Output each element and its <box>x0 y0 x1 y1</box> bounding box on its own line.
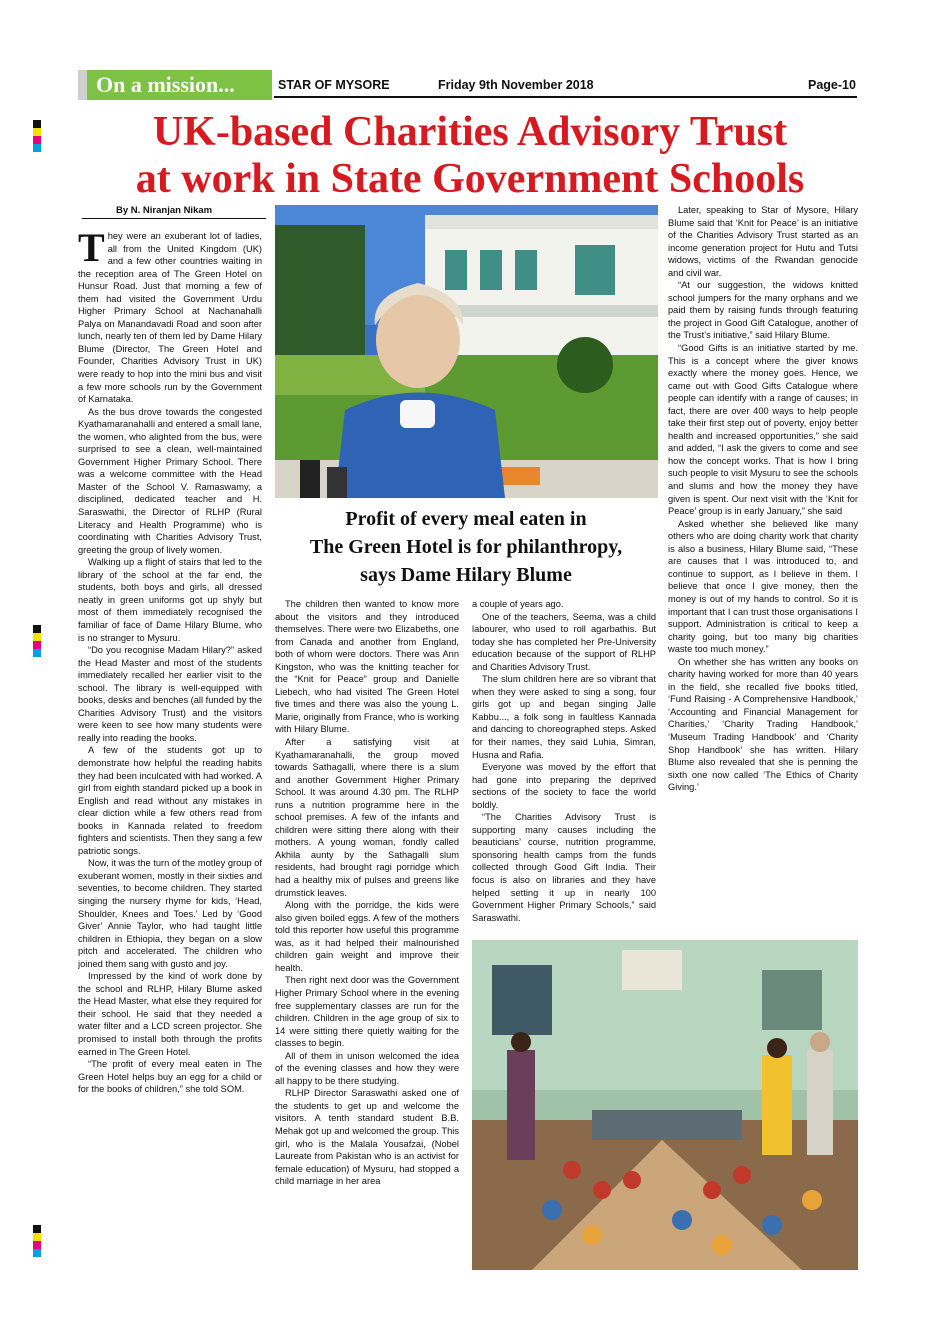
masthead-rule <box>274 96 857 98</box>
paragraph-rest: hey were an exuberant lot of ladies, all from the United Kingdom (UK) and a few other countries waiting in the reception area of The Green Hotel on Hunsur Road. Just that morning a few of them had visited the Government Urdu Higher Primary School at Nachanahalli Palya on Manandavadi Road and soon after lunch, nearly ten of them led by Dame Hilary Blume (Director, The Green Hotel and Founder, Charities Advisory Trust in UK) were ready to hop into the mini bus and visit a few more schools run by the Government of Karnataka. <box>78 231 262 405</box>
paragraph: Impressed by the kind of work done by the school and RLHP, Hilary Blume asked the Head Master, what else they required for their school. He said that they needed a water filter and a LCD screen projector. She promised to install both through the profits earned in The Green Hotel. <box>78 971 262 1057</box>
page-number: Page-10 <box>808 78 856 92</box>
article-column-3 <box>472 598 656 934</box>
caption-line-1: Profit of every meal eaten in <box>345 508 587 530</box>
issue-date: Friday 9th November 2018 <box>438 78 594 92</box>
photo-illustration <box>472 940 858 1270</box>
byline-rule <box>82 218 266 219</box>
paragraph: Later, speaking to Star of Mysore, Hilary Blume said that ‘Knit for Peace’ is an initiative of the Charities Advisory Trust started as an income generation project for Hutu and Tutsi widows, victims of the Rwandan genocide and civil war. <box>668 205 858 278</box>
paragraph: A few of the students got up to demonstrate how helpful the reading habits they had been inculcated with had worked. A girl from eighth standard picked up a book in English and read without any mistakes in clear diction while a few others read from books in Kannada related to freedom fighters and scientists. Then they sang a few patriotic songs. <box>78 745 262 856</box>
photo-illustration <box>275 205 658 498</box>
photo-dame-hilary-blume <box>275 205 658 498</box>
paragraph: Asked whether she believed like many others who are doing charity work that charity is also a business, Hilary Blume said, “These are causes that I was introduced to, and continue to support, as I believe in them. I believe that once I give money, then the money is out of my hands to control. So it is important that I can trust those organisations I support. Administration is critical to keep a charity going, but too many big charities waste too much money.” <box>668 518 858 655</box>
paragraph: On whether she has written any books on charity having worked for more than 40 years in the field, she recalled five books titled, ‘Fund Raising - A Comprehensive Handbook,’ ‘Accounting and Financial Management for Charities,’ ‘Charity Trading Handbook,’ ‘Museum Trading Handbook’ and ‘Charity Shop Handbook’ she has written. Hilary Blume also revealed that she is penning the sixth one now called ‘The Ethics of Charity Giving.’ <box>668 656 858 793</box>
paragraph: Along with the porridge, the kids were also given boiled eggs. A few of the mothers told this reporter how useful this programme was, as it had helped their malnourished children gain weight and improve their health. <box>275 900 459 973</box>
paragraph: As the bus drove towards the congested Kyathamaranahalli and entered a small lane, the women, who alighted from the bus, were surprised to see a clean, well-maintained Government Higher Primary School. There was a welcome committee with the Head Master of the School V. Ramaswamy, a disciplined, dedicated teacher and H. Saraswathi, the Director of RLHP (Rural Literacy and Health Programme) who is coordinating with Charities Advisory Trust, greeting the group of lively women. <box>78 406 262 555</box>
photo-caption <box>272 505 660 589</box>
drop-cap: T <box>78 230 105 270</box>
paragraph: Everyone was moved by the effort that had gone into preparing the deprived sections of the society to face the world boldly. <box>472 762 656 810</box>
article-column-4 <box>668 204 858 934</box>
section-label: On a mission... <box>96 72 235 97</box>
paragraph: “Do you recognise Madam Hilary?” asked the Head Master and most of the students immediately recalled her earlier visit to the school. The library is well-equipped with books, desks and benches (all funded by the Charities Advisory Trust) and the visitors were keen to see how many students were really into reading the books. <box>78 645 262 743</box>
paragraph: All of them in unison welcomed the idea of the evening classes and how they were all happy to be there studying. <box>275 1050 459 1086</box>
article-column-2 <box>275 598 459 1270</box>
paragraph: After a satisfying visit at Kyathamaranahalli, the group moved towards Sathagalli, where there is a slum and another Government Higher Primary School. It was around 4.30 pm. The RLHP runs a nutrition programme here in the school premises. A few of the infants and children were sitting there along with their mothers. A young woman, fondly called Akhila aunty by the Sathagalli slum residents, had brought ragi porridge which had a healthy mix of pulses and greens like drumstick leaves. <box>275 737 459 898</box>
paragraph <box>78 230 262 406</box>
headline-line-1: UK-based Charities Advisory Trust <box>152 109 788 155</box>
paragraph: “The profit of every meal eaten in The Green Hotel helps buy an egg for a child or for the books of children,” she told SOM. <box>78 1059 262 1095</box>
paragraph: “At our suggestion, the widows knitted school jumpers for the many orphans and we paid them by raising funds through featuring the project in Good Gift Catalogue, another of the Trust’s initiative,” said Hilary Blume. <box>668 280 858 341</box>
registration-marks-top <box>33 120 41 152</box>
paragraph: The children then wanted to know more about the visitors and they introduced themselves. There were two Elizabeths, one from Canada and another from England, both of whom were doctors. There was Ann Kingston, who was the knitting teacher for the “Knit for Peace” group and Danielle Liebech, who had visited The Green Hotel five times and there was also the young L. Marie, originally from France, who is working with Hilary Blume. <box>275 599 459 735</box>
registration-marks-bottom <box>33 1225 41 1257</box>
registration-marks-middle <box>33 625 41 657</box>
article-column-1 <box>78 230 262 1270</box>
paragraph: Now, it was the turn of the motley group of exuberant women, mostly in their sixties and seventies, to become children. They started singing the nursery rhyme for kids, ‘Head, Shoulder, Knees and Toes.’ Led by ‘Good Giver’ Annie Taylor, who had taught little children in Ethiopia, they began on a slow pitch and accelerated. The children who joined them sang with gusto and joy. <box>78 858 262 969</box>
paragraph: a couple of years ago. <box>472 599 564 609</box>
paragraph: The slum children here are so vibrant that when they were asked to sing a song, four girls got up and began singing Jalle Kabbu..., a folk song in faultless Kannada and dancing to choreographed steps. Asked for their names, they said Luhia, Simran, Husna and Rafia. <box>472 674 656 760</box>
paper-name: STAR OF MYSORE <box>278 78 390 92</box>
photo-school-children <box>472 940 858 1270</box>
paragraph: “Good Gifts is an initiative started by me. This is a concept where the giver knows exactly where the money goes. Hence, we came out with Good Gifts Catalogue where people can identify with a range of causes; in fact, there are over 400 ways to help people take their first step out of poverty, enjoy better health and increased opportunities,” she said and added, “I ask the givers to come and see how the concept works. That is how I bring such people to visit Mysuru to see the schools and slums and how the money they have given is spent. Our next visit with the ‘Knit for Peace’ group is in early January,” she said <box>668 343 858 517</box>
paragraph: “The Charities Advisory Trust is supporting many causes including the beauticians’ course, nutrition programme, sponsoring health camps from the funds collected through Good Gift India. Their focus is also on libraries and they have helped setting it up in nearly 100 Government Higher Primary Schools,” said Saraswathi. <box>472 812 656 923</box>
paragraph: Walking up a flight of stairs that led to the library of the school at the far end, the students, both boys and girls, all dressed neatly in green uniforms got up shyly but most of them immediately recognised the familiar of face of Dame Hilary Blume, who is no stranger to Mysuru. <box>78 557 262 643</box>
section-banner-stub <box>78 70 87 100</box>
caption-line-2: The Green Hotel is for philanthropy, <box>309 536 623 558</box>
caption-line-3: says Dame Hilary Blume <box>360 564 572 586</box>
paragraph: Then right next door was the Government Higher Primary School where in the evening free supplementary classes are run for the children. Children in the age group of six to 14 were sitting there quietly waiting for the classes to begin. <box>275 975 459 1049</box>
headline-line-2: at work in State Government Schools <box>135 156 805 202</box>
paragraph: RLHP Director Saraswathi asked one of the students to get up and welcome the visitors. A tenth standard student B.B. Mehak got up and welcomed the group. This girl, who is the Malala Yousafzai, (Nobel Laureate from Pakistan who is an activist for female education) of Mysuru, had stopped a child marriage in her area <box>275 1088 459 1187</box>
byline: By N. Niranjan Nikam <box>116 205 213 216</box>
paragraph: One of the teachers, Seema, was a child labourer, who used to roll agarbathis. But today she has completed her Pre-University education because of the support of RLHP and Charities Advisory Trust. <box>472 611 656 672</box>
